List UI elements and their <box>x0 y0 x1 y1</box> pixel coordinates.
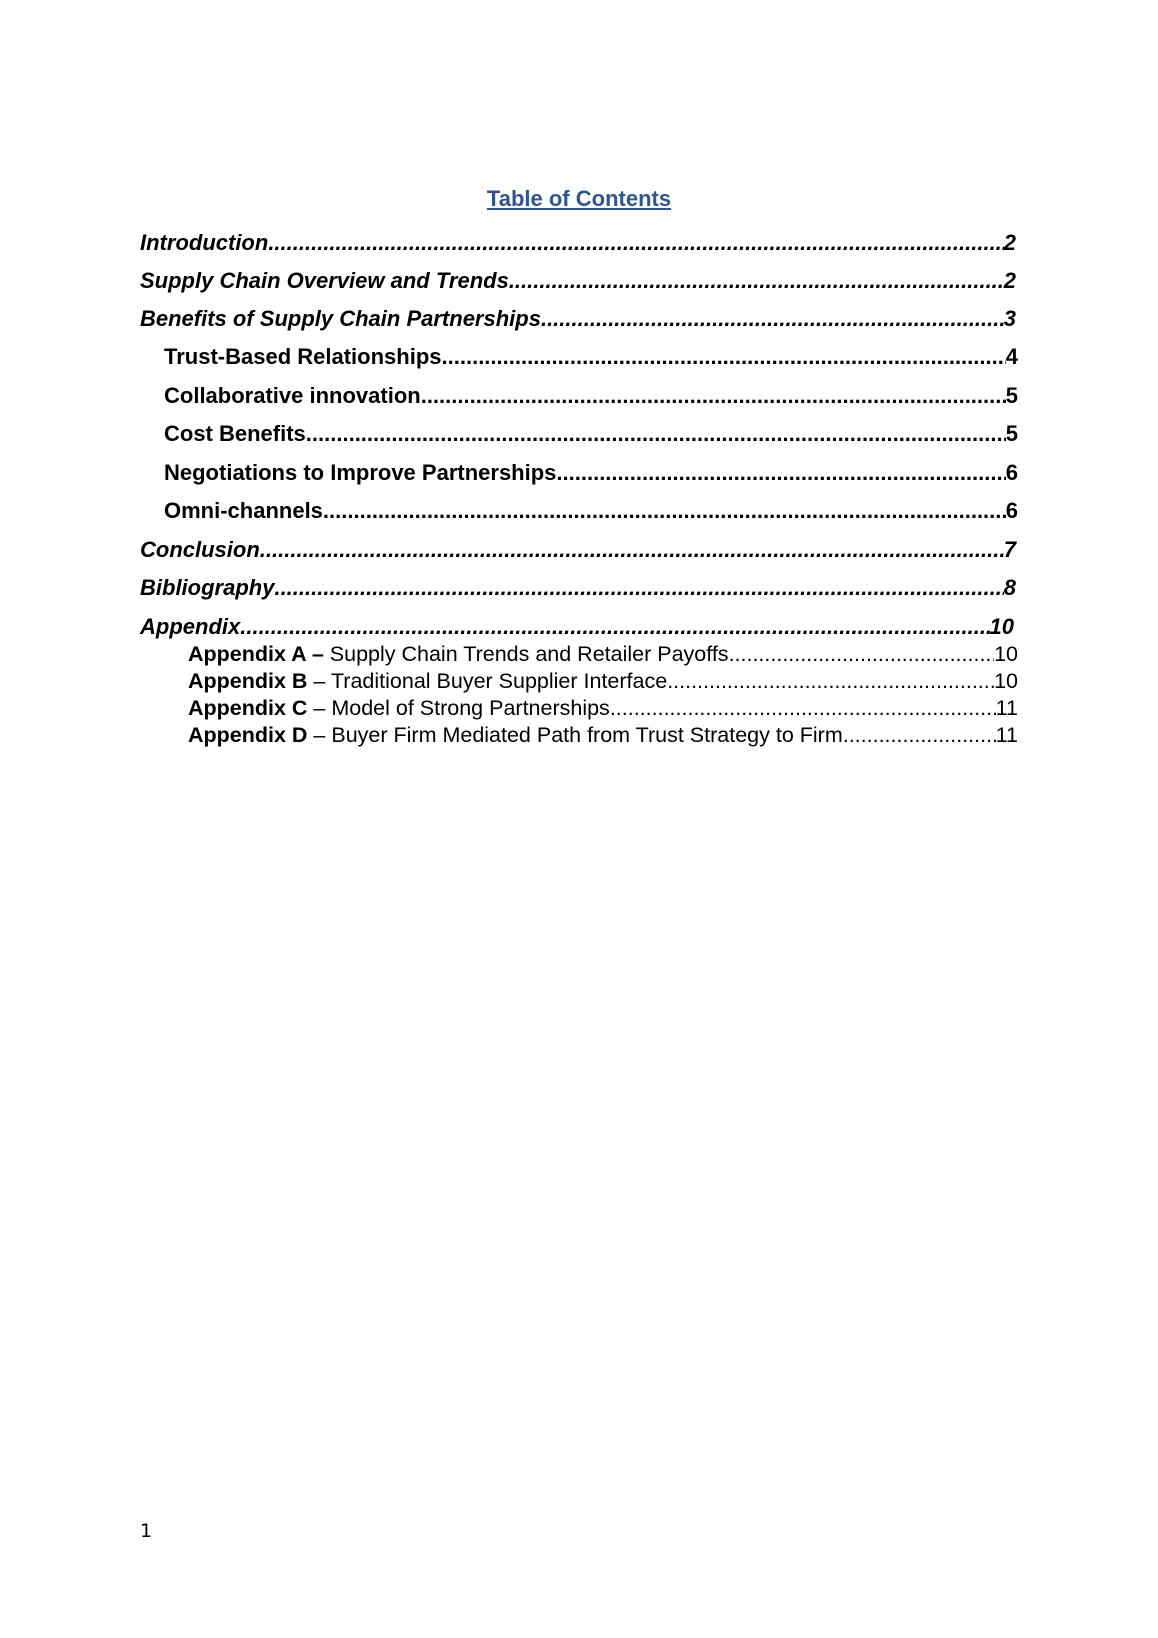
appendix-prefix: Appendix C <box>188 696 308 720</box>
toc-entry-cost-benefits[interactable] <box>164 421 1018 447</box>
toc-entry-supply-chain-overview[interactable] <box>140 268 1016 294</box>
toc-entry-collaborative-innovation[interactable] <box>164 383 1018 409</box>
toc-entry-page: 4 <box>1005 344 1018 369</box>
toc-entry-label: Trust-Based Relationships <box>164 344 442 369</box>
toc-entry-page: 11 <box>995 723 1018 747</box>
toc-entry-page: 5 <box>1005 383 1018 408</box>
dot-leader <box>240 614 989 640</box>
toc-entry-label <box>188 696 610 721</box>
toc-entry-label: Benefits of Supply Chain Partnerships <box>140 306 541 331</box>
dot-leader <box>556 460 1005 486</box>
toc-entry-trust-based[interactable] <box>164 344 1018 370</box>
toc-entry-page: 2 <box>1003 230 1016 255</box>
toc-entry-label: Omni-channels <box>164 498 323 523</box>
page-number: 1 <box>140 1520 153 1542</box>
appendix-title: – Model of Strong Partnerships <box>307 696 610 720</box>
toc-entry-page: 5 <box>1005 421 1018 446</box>
toc-entry-page: 11 <box>995 696 1018 720</box>
toc-entry-page: 10 <box>994 642 1018 666</box>
dot-leader <box>843 723 996 748</box>
toc-entry-omni-channels[interactable] <box>164 498 1018 524</box>
toc-entry-label: Conclusion <box>140 537 260 562</box>
toc-entry-label: Collaborative innovation <box>164 383 421 408</box>
dot-leader <box>260 537 1004 563</box>
dot-leader <box>541 306 1004 332</box>
toc-entry-label: Bibliography <box>140 575 275 600</box>
toc-entry-label: Appendix <box>140 614 241 639</box>
dot-leader <box>323 498 1006 524</box>
toc-entry-label <box>188 669 667 694</box>
dot-leader <box>729 642 995 667</box>
dot-leader <box>442 344 1006 370</box>
dot-leader <box>509 268 1004 294</box>
toc-entry-introduction[interactable] <box>140 230 1016 256</box>
toc-entry-negotiations[interactable] <box>164 460 1018 486</box>
toc-entry-appendix-d[interactable] <box>188 723 1018 748</box>
dot-leader <box>610 696 996 721</box>
toc-title: Table of Contents <box>486 186 672 211</box>
dot-leader <box>421 383 1006 409</box>
toc-entry-conclusion[interactable] <box>140 537 1016 563</box>
toc-entry-label <box>188 642 729 667</box>
toc-entry-page: 7 <box>1003 537 1016 562</box>
toc-entry-bibliography[interactable] <box>140 575 1016 601</box>
toc-entry-benefits[interactable] <box>140 306 1016 332</box>
dot-leader <box>667 669 994 694</box>
toc-entry-label: Supply Chain Overview and Trends <box>140 268 509 293</box>
appendix-title: – Buyer Firm Mediated Path from Trust Strategy to Firm <box>307 723 843 747</box>
toc-entry-appendix-a[interactable] <box>188 642 1018 667</box>
appendix-title: Supply Chain Trends and Retailer Payoffs <box>323 642 729 666</box>
toc-entry-appendix-c[interactable] <box>188 696 1018 721</box>
toc-entry-label: Introduction <box>140 230 269 255</box>
toc-entry-page: 10 <box>989 614 1014 639</box>
toc-entry-page: 6 <box>1005 498 1018 523</box>
appendix-prefix: Appendix B <box>188 669 308 693</box>
toc-entry-label: Negotiations to Improve Partnerships <box>164 460 557 485</box>
dot-leader <box>268 230 1003 256</box>
toc-entry-page: 2 <box>1003 268 1016 293</box>
dot-leader <box>306 421 1006 447</box>
toc-entry-page: 8 <box>1003 575 1016 600</box>
appendix-prefix: Appendix D <box>188 723 308 747</box>
toc-entry-page: 10 <box>994 669 1018 693</box>
toc-entry-page: 3 <box>1003 306 1016 331</box>
appendix-prefix: Appendix A – <box>188 642 324 666</box>
toc-entry-label <box>188 723 843 748</box>
dot-leader <box>274 575 1003 601</box>
toc-entry-label: Cost Benefits <box>164 421 306 446</box>
appendix-title: – Traditional Buyer Supplier Interface <box>307 669 668 693</box>
toc-entry-appendix-b[interactable] <box>188 669 1018 694</box>
toc-entry-page: 6 <box>1005 460 1018 485</box>
toc-entry-appendix[interactable] <box>140 614 1014 640</box>
